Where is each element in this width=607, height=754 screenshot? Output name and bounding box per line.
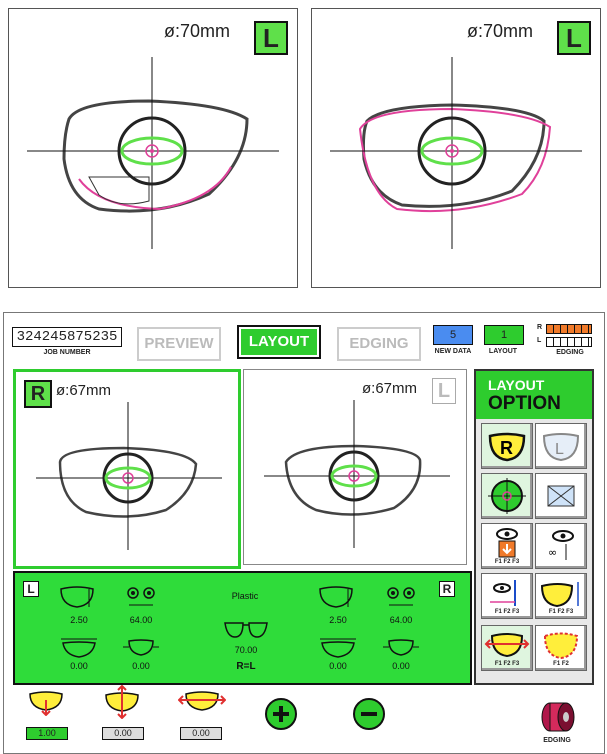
vertical-shift-value[interactable]: 1.00 [26,727,68,740]
height-icon[interactable] [59,585,99,611]
side-badge-r: R [24,380,52,408]
diameter-label: ø:67mm [362,380,418,397]
edging-shortcut-label: EDGING [543,737,571,744]
diameter-label: ø:70mm [164,21,231,41]
edging-progress-l [546,337,592,347]
vertical-move-value[interactable]: 0.00 [102,727,144,740]
edging-progress-r [546,324,592,334]
layout-option-panel [474,369,594,685]
vertical-shift-down-icon[interactable] [26,688,66,716]
job-number-label: JOB NUMBER [43,349,91,356]
horizontal-move-icon[interactable] [178,688,226,716]
lens-view-right[interactable] [13,369,241,569]
right-height-value: 2.50 [329,615,347,625]
svg-text:R: R [500,438,513,458]
center-target-button[interactable] [481,473,533,519]
height-measure-button[interactable] [535,573,587,619]
title-line2: OPTION [488,393,561,414]
side-badge-l: L [254,21,288,55]
title-line1: LAYOUT [488,377,545,393]
frame-bridge-icon[interactable] [223,619,269,643]
edger-panel [3,312,605,754]
layout-option-title [476,371,592,419]
width-icon[interactable] [318,635,358,659]
right-width-value: 0.00 [329,661,347,671]
lens-view-left[interactable] [243,369,467,565]
box-center-button[interactable] [535,473,587,519]
shape-adjust-button[interactable] [535,625,587,671]
plus-button[interactable] [264,697,298,731]
crosshair-icon [482,474,532,518]
edging-wheel-icon[interactable] [536,695,576,733]
vertical-move-icon[interactable] [102,685,142,719]
left-offset-value: 0.00 [132,661,150,671]
f123-label: F1 F2 F3 [548,609,574,615]
width-icon[interactable] [59,635,99,659]
pd-measure-button[interactable] [481,573,533,619]
side-badge-l: L [557,21,591,55]
select-right-lens-button[interactable] [481,423,533,469]
diameter-label: ø:67mm [56,382,112,399]
f123-label: F1 F2 F3 [494,559,520,565]
layout-parameters-panel [13,571,472,685]
diameter-label: ø:70mm [467,21,534,41]
symmetry-label[interactable]: R=L [236,661,256,672]
height-icon[interactable] [318,585,358,611]
offset-icon[interactable] [381,635,421,659]
r-lens-icon [482,424,532,468]
new-data-counter[interactable]: 5 [433,325,473,345]
svg-text:L: L [555,441,564,458]
f123-label: F1 F2 F3 [494,609,520,615]
svg-text:∞: ∞ [548,546,558,559]
layout-button[interactable]: LAYOUT [237,325,321,359]
new-data-label: NEW DATA [434,348,472,355]
right-pd-value: 64.00 [389,615,413,625]
pd-icon[interactable] [121,585,161,611]
select-left-lens-button[interactable] [535,423,587,469]
left-height-value: 2.50 [70,615,88,625]
horizontal-move-value[interactable]: 0.00 [180,727,222,740]
right-badge: R [439,581,455,597]
infinity-focus-button[interactable] [535,523,587,569]
edging-status-label: EDGING [556,349,584,356]
right-offset-value: 0.00 [392,661,410,671]
material-label: Plastic [231,591,259,601]
left-badge: L [23,581,39,597]
l-lens-icon [536,424,586,468]
width-adjust-button[interactable] [481,625,533,671]
f123-label: F1 F2 F3 [494,661,520,667]
preview-button[interactable]: PREVIEW [137,327,221,361]
top-left-preview [8,8,298,288]
layout-count-label: LAYOUT [488,348,518,355]
edging-l-label: L [537,337,542,344]
f12-label: F1 F2 [553,661,569,667]
bridge-value: 70.00 [234,645,258,655]
left-pd-value: 64.00 [129,615,153,625]
pd-icon[interactable] [381,585,421,611]
edging-button[interactable]: EDGING [337,327,421,361]
box-center-icon [536,474,586,518]
minus-button[interactable] [352,697,386,731]
edging-r-label: R [537,324,543,331]
top-right-preview [311,8,601,288]
layout-counter[interactable]: 1 [484,325,524,345]
side-badge-l: L [432,378,456,404]
near-vision-button[interactable] [481,523,533,569]
infinity-eye-icon [536,524,586,568]
offset-icon[interactable] [121,635,161,659]
left-width-value: 0.00 [70,661,88,671]
job-number-field[interactable]: 324245875235 [12,327,122,347]
